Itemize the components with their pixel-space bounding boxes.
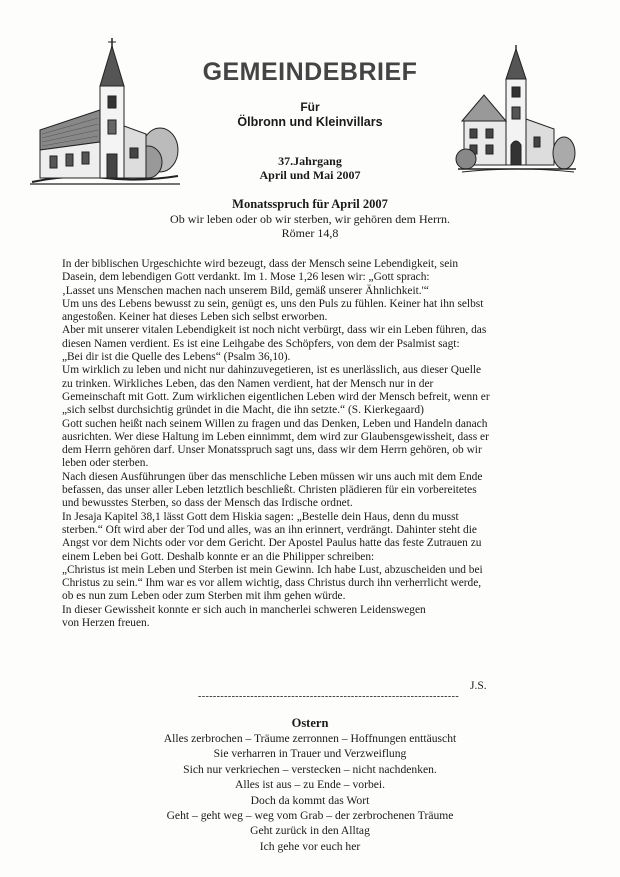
body-line: Um uns des Lebens bewusst zu sein, genügt es, uns den Puls zu fühlen. Keiner hat ihn selbst <box>62 297 484 310</box>
poem-line: Doch da kommt das Wort <box>250 793 370 807</box>
body-line: diesen Namen verdient. Es ist eine Leihgabe des Schöpfers, von dem der Psalmist sagt: <box>62 337 460 350</box>
body-line: Gott suchen heißt nach seinem Willen zu fragen und das Denken, Leben und Handeln danach <box>62 417 488 430</box>
poem-line: Ich gehe vor euch her <box>259 839 361 853</box>
monthly-verse-text: Ob wir leben oder ob wir sterben, wir gehören dem Herrn. <box>170 212 450 226</box>
body-line: Angst vor dem Nichts oder vor dem Gericht. Der Apostel Paulus hatte das feste Zutrauen zu <box>62 537 482 550</box>
body-line: Dasein, dem lebendigen Gott verdankt. Im 1. Mose 1,26 lesen wir: „Gott sprach: <box>62 271 430 284</box>
poem-body <box>110 731 510 854</box>
volume-year: 37.Jahrgang <box>278 154 342 168</box>
newsletter-title: GEMEINDEBRIEF <box>202 58 418 86</box>
body-line: ‚Lasset uns Menschen machen nach unserem Bild, gemäß unserer Ähnlichkeit.'“ <box>62 284 429 297</box>
body-line: Christus zu sein.“ Ihm war es vor allem wichtig, dass Christus durch ihn verherrlicht werde, <box>62 577 482 590</box>
poem-title: Ostern <box>291 716 329 730</box>
body-line: ob es nun zum Leben oder zum Sterben mit ihm gehen würde. <box>62 590 346 603</box>
body-line: von Herzen freuen. <box>62 617 150 630</box>
body-line: „Christus ist mein Leben und Sterben ist mein Gewinn. Ich habe Lust, abzuscheiden und bei <box>62 563 483 576</box>
body-line: sterben.“ Oft wird aber der Tod und alles, was an ihn erinnert, verdrängt. Dahinter steht die <box>62 523 477 536</box>
body-line: „sich selbst durchsichtig gründet in die Macht, die ihn setzte.“ (S. Kierkegaard) <box>62 404 424 417</box>
body-line: und bewusstes Sterben, so dass der Mensch das Irdische ordnet. <box>62 497 353 510</box>
section-divider: ---------------------------------------------------------------------- <box>198 691 460 702</box>
church-illustration-icon <box>458 45 576 173</box>
body-line: angestoßen. Keiner hat dieses Leben sich selbst erworben. <box>62 311 328 324</box>
poem-line: Sie verharren in Trauer und Verzweiflung <box>213 747 407 761</box>
article-body <box>62 258 558 630</box>
poem-line: Alles ist aus – zu Ende – vorbei. <box>234 778 386 792</box>
body-line: „Bei dir ist die Quelle des Lebens“ (Psalm 36,10). <box>62 351 291 364</box>
monthly-verse-reference: Römer 14,8 <box>281 226 339 240</box>
body-line: ausrichten. Wer diese Haltung im Leben einnimmt, dem wird zur Glaubensgewissheit, dass er <box>62 430 489 443</box>
poem-line: Geht – geht weg – weg vom Grab – der zerbrochenen Träume <box>166 809 454 823</box>
subtitle-for: Für <box>300 100 320 114</box>
poem-line: Geht zurück in den Alltag <box>250 824 370 838</box>
author-signature: J.S. <box>470 680 487 692</box>
body-line: befassen, das unser aller Leben letztlich beschließt. Christen plädieren für ein vorbereitetes <box>62 484 477 497</box>
body-line: zu trinken. Wirkliches Leben, das den Namen verdient, hat der Mensch nur in der <box>62 377 434 390</box>
body-line: In der biblischen Urgeschichte wird bezeugt, dass der Mensch seine Lebendigkeit, sein <box>62 258 459 270</box>
body-line: dem Herrn gehören darf. Unser Monatsspruch sagt uns, dass wir dem Herrn gehören, ob wir <box>62 444 482 457</box>
poem-line: Sich nur verkriechen – verstecken – nicht nachdenken. <box>183 762 437 776</box>
body-line: Aber mit unserer vitalen Lebendigkeit ist noch nicht verbürgt, dass wir ein Leben führen, das <box>62 324 487 337</box>
body-line: Nach diesen Ausführungen über das menschliche Leben müssen wir uns auch mit dem Ende <box>62 470 483 483</box>
issue-date: April und Mai 2007 <box>259 168 361 182</box>
poem-line: Alles zerbrochen – Träume zerronnen – Hoffnungen enttäuscht <box>163 732 457 745</box>
body-line: leben oder sterben. <box>62 457 149 470</box>
body-line: Um wirklich zu leben und nicht nur dahinzuvegetieren, ist es unerlässlich, aus dieser Quelle <box>62 364 482 377</box>
body-line: In dieser Gewissheit konnte er sich auch in mancherlei schweren Leidenswegen <box>62 603 426 616</box>
monthly-verse-title: Monatsspruch für April 2007 <box>232 197 388 211</box>
church-illustration-icon <box>30 38 180 186</box>
body-line: Gemeinschaft mit Gott. Zum wirklichen eigentlichen Leben wird der Mensch befreit, wenn er <box>62 390 490 403</box>
body-line: einem Leben bei Gott. Deshalb konnte er an die Philipper schreiben: <box>62 550 375 563</box>
subtitle-parishes: Ölbronn und Kleinvillars <box>237 115 383 129</box>
body-line: In Jesaja Kapitel 38,1 lässt Gott dem Hiskia sagen: „Bestelle dein Haus, denn du musst <box>62 510 459 523</box>
